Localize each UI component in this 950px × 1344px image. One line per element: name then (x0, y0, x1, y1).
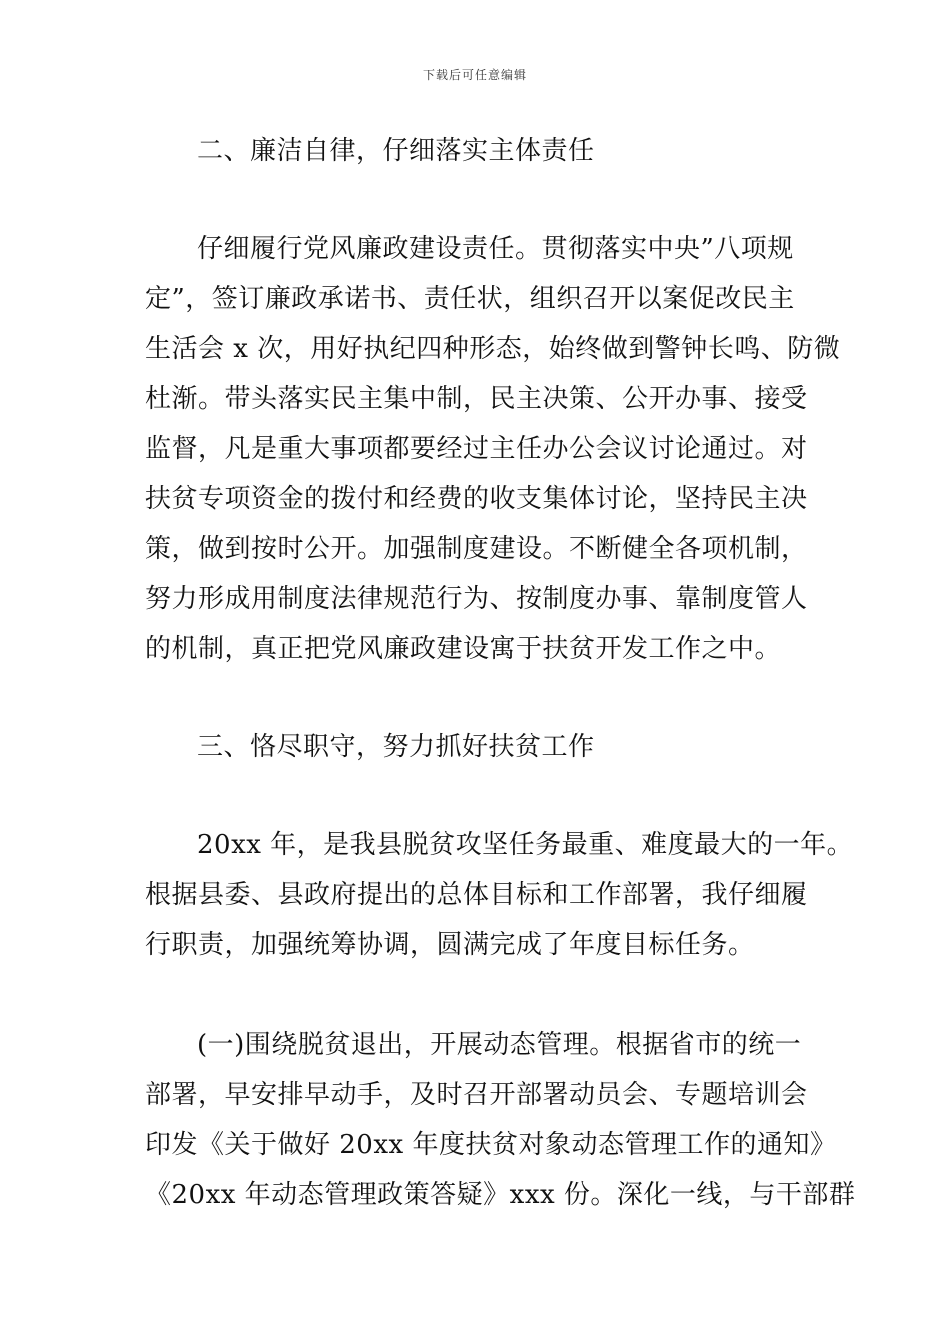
paragraph-line: 监督，凡是重大事项都要经过主任办公会议讨论通过。对 (145, 434, 808, 464)
paragraph-line: 的机制，真正把党风廉政建设寓于扶贫开发工作之中。 (145, 634, 782, 664)
section-heading-2: 二、廉洁自律，仔细落实主体责任 (197, 136, 595, 166)
paragraph-line: 生活会 x 次，用好执纪四种形态，始终做到警钟长鸣、防微 (145, 334, 841, 364)
paragraph-line: 努力形成用制度法律规范行为、按制度办事、靠制度管人 (145, 584, 808, 614)
paragraph-line: 仔细履行党风廉政建设责任。贯彻落实中央”八项规 (197, 234, 794, 264)
paragraph-line: 《20xx 年动态管理政策答疑》xxx 份。深化一线，与干部群 (145, 1180, 856, 1210)
paragraph-line: 扶贫专项资金的拨付和经费的收支集体讨论，坚持民主决 (145, 484, 808, 514)
paragraph-line: 部署，早安排早动手，及时召开部署动员会、专题培训会 (145, 1080, 808, 1110)
paragraph-line: 策，做到按时公开。加强制度建设。不断健全各项机制， (145, 534, 808, 564)
paragraph-line: 行职责，加强统筹协调，圆满完成了年度目标任务。 (145, 930, 755, 960)
paragraph-line: 杜渐。带头落实民主集中制，民主决策、公开办事、接受 (145, 384, 808, 414)
paragraph-line: 定”，签订廉政承诺书、责任状，组织召开以案促改民主 (145, 284, 795, 314)
paragraph-line: 20xx 年，是我县脱贫攻坚任务最重、难度最大的一年。 (197, 830, 854, 860)
paragraph-line: (一)围绕脱贫退出，开展动态管理。根据省市的统一 (197, 1030, 802, 1060)
paragraph-line: 印发《关于做好 20xx 年度扶贫对象动态管理工作的通知》 (145, 1130, 837, 1160)
paragraph-line: 根据县委、县政府提出的总体目标和工作部署，我仔细履 (145, 880, 808, 910)
header-note: 下载后可任意编辑 (422, 68, 527, 82)
section-heading-3: 三、恪尽职守，努力抓好扶贫工作 (197, 732, 595, 762)
